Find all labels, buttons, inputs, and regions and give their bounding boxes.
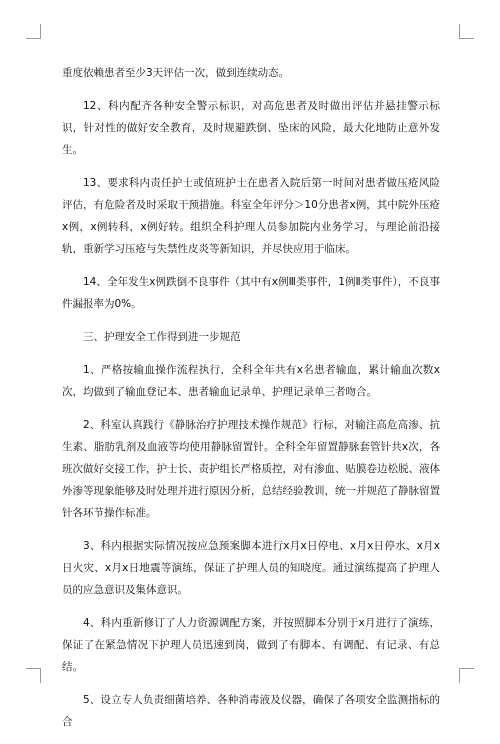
paragraph-item-1: 1、严格按输血操作流程执行，全科全年共有x名患者输血，累计输血次数x次，均做到了输血登记本、患者输血记录单、护理记录单三者吻合。 xyxy=(62,364,440,398)
crop-mark-bottom-right xyxy=(459,668,474,683)
paragraph-item-12: 12、科内配齐各种安全警示标识，对高危患者及时做出评估并悬挂警示标识，针对性的做好安全教育，及时规避跌倒、坠床的风险，最大化地防止意外发生。 xyxy=(62,100,440,156)
section-heading-3: 三、护理安全工作得到进一步规范 xyxy=(83,331,241,343)
crop-mark-top-right xyxy=(459,24,474,39)
paragraph-item-2: 2、科室认真践行《静脉治疗护理技术操作规范》行标，对输注高危高渗、抗生素、脂肪乳剂及血液等均使用静脉留置针。全科全年留置静脉套管针共x次，各班次做好交接工作，护士长、责护组长严格质控，对有渗血、贴膜卷边松脱、液体外渗等现象能够及时处理并进行原因分析，总结经验教训，统一并规范了静脉留置针各环节操作标准。 xyxy=(62,419,440,519)
paragraph-item-4: 4、科内重新修订了人力资源调配方案，并按照脚本分别于x月进行了演练，保证了在紧急情况下护理人员迅速到岗，做到了有脚本、有调配、有记录、有总结。 xyxy=(62,617,440,673)
crop-mark-bottom-left xyxy=(26,668,41,683)
paragraph-item-3: 3、科内根据实际情况按应急预案脚本进行x月x日停电、x月x日停水、x月x日火灾、x月x日地震等演练，保证了护理人员的知晓度。通过演练提高了护理人员的应急意识及集体意识。 xyxy=(62,540,440,596)
crop-mark-top-left xyxy=(26,24,41,39)
paragraph-continuation: 重度依赖患者至少3天评估一次，做到连续动态。 xyxy=(62,67,290,79)
paragraph-item-14: 14、全年发生x例跌倒不良事件（其中有x例Ⅲ类事件，1例Ⅱ类事件），不良事件漏报率为0%。 xyxy=(62,276,440,310)
paragraph-item-5: 5、设立专人负责细菌培养、各种消毒液及仪器，确保了各项安全监测指标的合 xyxy=(62,694,440,728)
paragraph-item-13: 13、要求科内责任护士或值班护士在患者入院后第一时间对患者做压疮风险评估，有危险者及时采取干预措施。科室全年评分＞10分患者x例，其中院外压疮x例，x例转科，x例好转。组织全科护理人员参加院内业务学习，与理论前沿接轨，重新学习压疮与失禁性皮炎等新知识，并尽快应用于临床。 xyxy=(62,177,440,255)
document-body xyxy=(62,62,440,744)
